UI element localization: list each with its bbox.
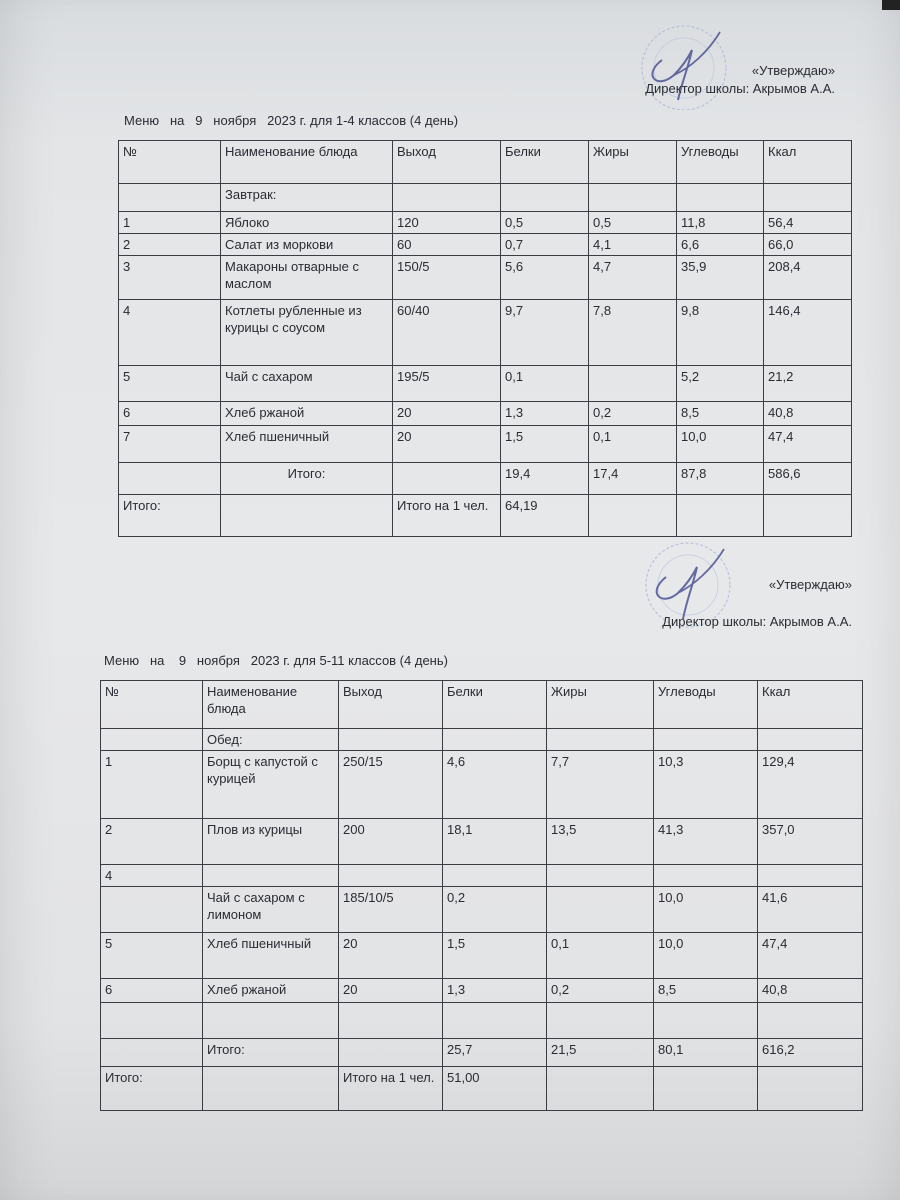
meal-label: Завтрак: (221, 184, 393, 212)
meal-label: Обед: (203, 729, 339, 751)
per-person-value: 64,19 (501, 495, 589, 537)
subtotal-zhiry: 21,5 (547, 1039, 654, 1067)
subtotal-uglevody: 80,1 (654, 1039, 758, 1067)
approval-director: Директор школы: Акрымов А.А. (662, 614, 852, 629)
table-row: 4 Котлеты рубленные из курицы с соусом 60/40 9,7 7,8 9,8 146,4 (119, 300, 852, 366)
table-row: 1 Яблоко 120 0,5 0,5 11,8 56,4 (119, 212, 852, 234)
per-person-label: Итого на 1 чел. (393, 495, 501, 537)
per-person-value: 51,00 (443, 1067, 547, 1111)
subtotal-uglevody: 87,8 (677, 463, 764, 495)
subtotal-label: Итого: (203, 1039, 339, 1067)
table-header-row (101, 681, 863, 729)
header-cell: Наименование блюда (221, 141, 393, 184)
table-row: 4 (101, 865, 863, 887)
table-row: 5 Хлеб пшеничный 20 1,5 0,1 10,0 47,4 (101, 933, 863, 979)
total-row (101, 1067, 863, 1111)
header-cell: Жиры (589, 141, 677, 184)
subtotal-kkal: 616,2 (758, 1039, 863, 1067)
table-row: 7 Хлеб пшеничный 20 1,5 0,1 10,0 47,4 (119, 426, 852, 463)
table-row: 6 Хлеб ржаной 20 1,3 0,2 8,5 40,8 (119, 402, 852, 426)
approval-quote: «Утверждаю» (768, 577, 852, 592)
table-row: 2 Салат из моркови 60 0,7 4,1 6,6 66,0 (119, 234, 852, 256)
subtotal-row (101, 1039, 863, 1067)
subtotal-zhiry: 17,4 (589, 463, 677, 495)
menu-table-1 (118, 140, 852, 537)
subtotal-kkal: 586,6 (764, 463, 852, 495)
table-row: 3 Макароны отварные с маслом 150/5 5,6 4,7 35,9 208,4 (119, 256, 852, 300)
header-cell: Наименование блюда (203, 681, 339, 729)
table-row: 2 Плов из курицы 200 18,1 13,5 41,3 357,0 (101, 819, 863, 865)
subtotal-label: Итого: (221, 463, 393, 495)
approval-block-2 (560, 576, 852, 631)
header-cell: № (119, 141, 221, 184)
total-label: Итого: (101, 1067, 203, 1111)
approval-block-1 (560, 62, 835, 98)
table-row: Чай с сахаром с лимоном 185/10/5 0,2 10,0 41,6 (101, 887, 863, 933)
table-row: 1 Борщ с капустой с курицей 250/15 4,6 7,7 10,3 129,4 (101, 751, 863, 819)
total-row (119, 495, 852, 537)
header-cell: Белки (443, 681, 547, 729)
approval-director: Директор школы: Акрымов А.А. (645, 81, 835, 96)
header-cell: Ккал (764, 141, 852, 184)
menu-table-2 (100, 680, 863, 1111)
approval-quote: «Утверждаю» (751, 63, 835, 78)
table-row (101, 1003, 863, 1039)
table-header-row (119, 141, 852, 184)
subtotal-belki: 25,7 (443, 1039, 547, 1067)
header-cell: Углеводы (654, 681, 758, 729)
per-person-label: Итого на 1 чел. (339, 1067, 443, 1111)
meal-row (101, 729, 863, 751)
header-cell: Белки (501, 141, 589, 184)
header-cell: Выход (339, 681, 443, 729)
meal-row (119, 184, 852, 212)
header-cell: № (101, 681, 203, 729)
background-corner (882, 0, 900, 10)
subtotal-belki: 19,4 (501, 463, 589, 495)
menu-title-1: Меню на 9 ноября 2023 г. для 1-4 классов (4 день) (124, 113, 459, 128)
header-cell: Ккал (758, 681, 863, 729)
total-label: Итого: (119, 495, 221, 537)
table-row: 6 Хлеб ржаной 20 1,3 0,2 8,5 40,8 (101, 979, 863, 1003)
header-cell: Жиры (547, 681, 654, 729)
header-cell: Выход (393, 141, 501, 184)
table-row: 5 Чай с сахаром 195/5 0,1 5,2 21,2 (119, 366, 852, 402)
subtotal-row (119, 463, 852, 495)
menu-title-2: Меню на 9 ноября 2023 г. для 5-11 классов (4 день) (104, 653, 448, 668)
header-cell: Углеводы (677, 141, 764, 184)
